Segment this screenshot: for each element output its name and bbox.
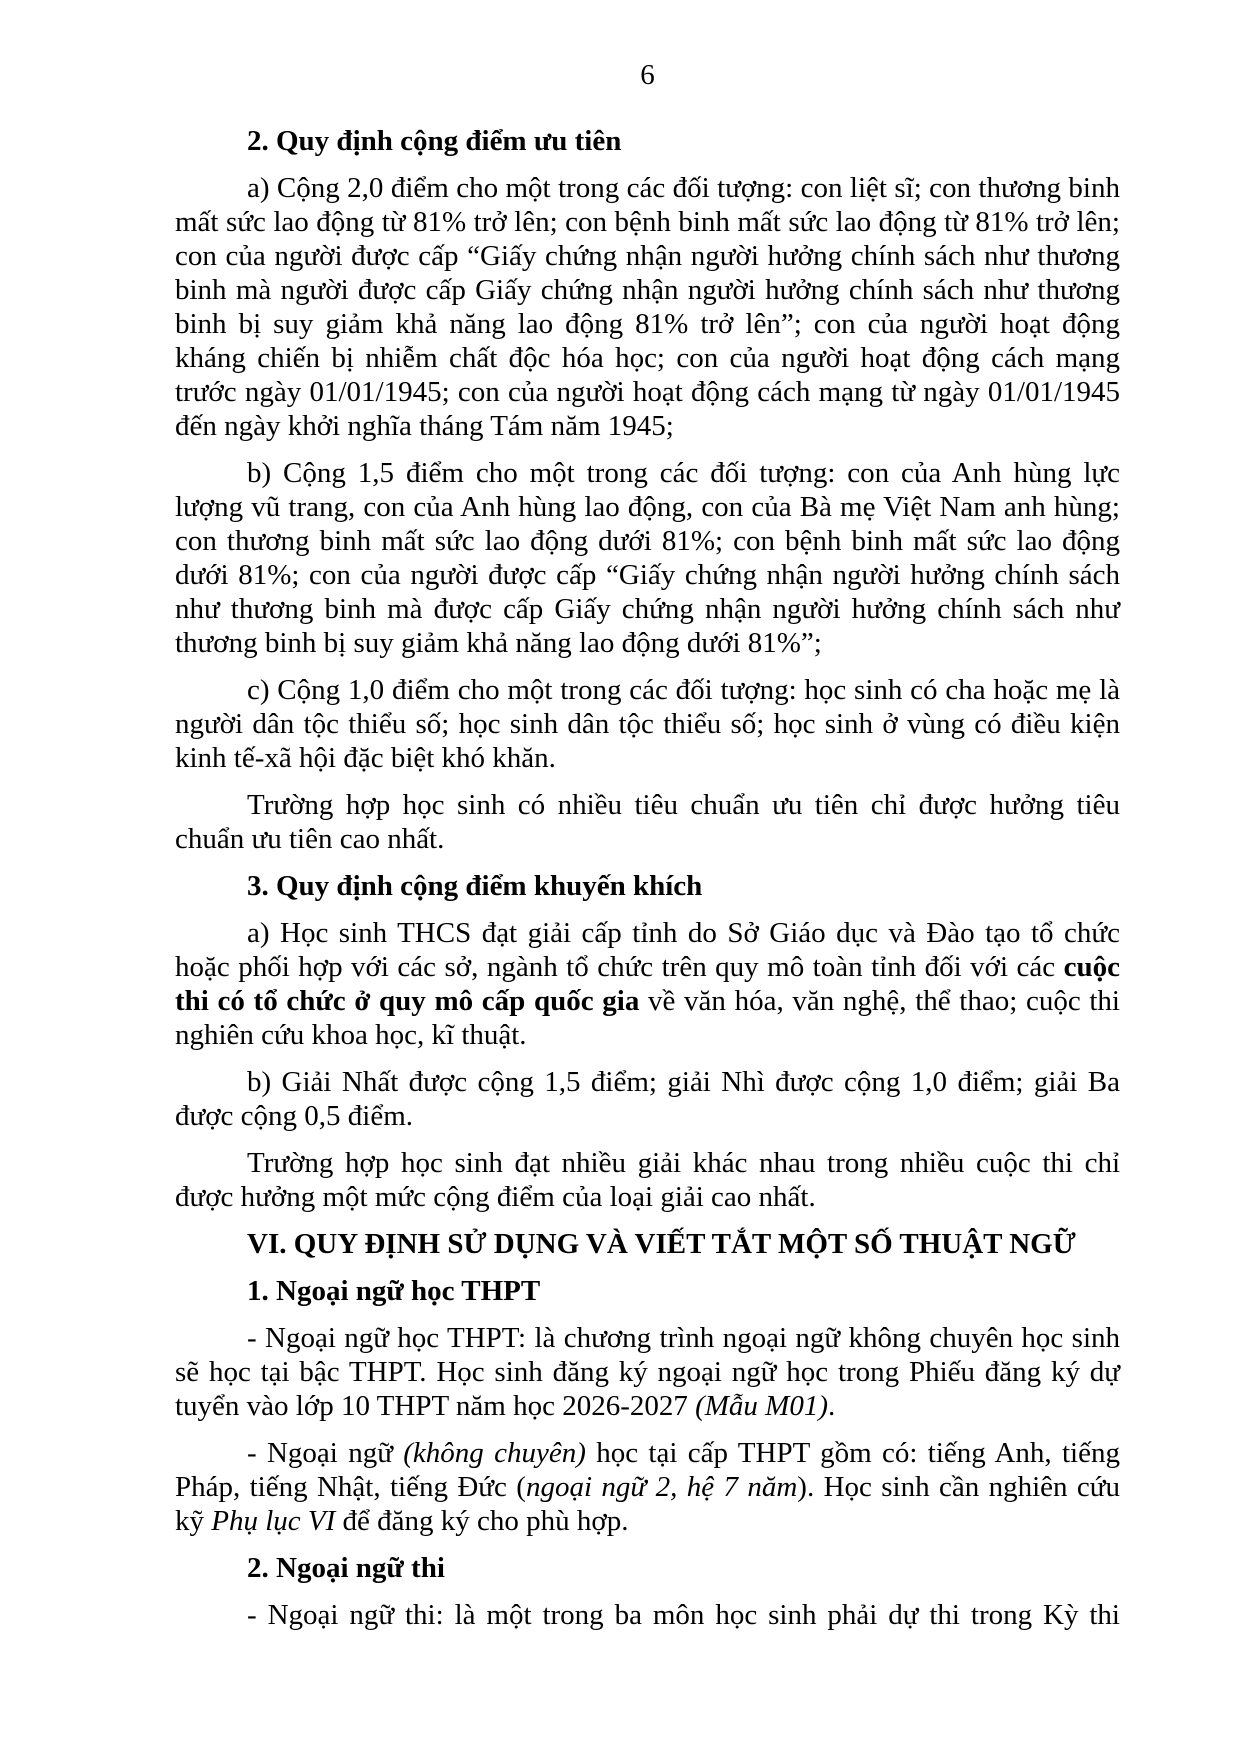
paragraph-incentive-a (175, 916, 1120, 1052)
paragraph-text: b) Cộng 1,5 điểm cho một trong các đối tượng: con của Anh hùng lực lượng vũ trang, con của Anh hùng lao động, con của Bà mẹ Việt Nam anh hùng; con thương binh mất sức lao động dưới 81%; con bệnh binh mất sức lao động dưới 81%; con của người được cấp “Giấy chứng nhận người hưởng chính sách như thương binh mà được cấp Giấy chứng nhận người hưởng chính sách như thương binh bị suy giảm khả năng lao động dưới 81%”; (175, 457, 1120, 659)
paragraph-text: a) Cộng 2,0 điểm cho một trong các đối tượng: con liệt sĩ; con thương binh mất sức lao động từ 81% trở lên; con bệnh binh mất sức lao động từ 81% trở lên; con của người được cấp “Giấy chứng nhận người hưởng chính sách như thương binh mà người được cấp Giấy chứng nhận người hưởng chính sách như thương binh bị suy giảm khả năng lao động 81% trở lên”; con của người hoạt động kháng chiến bị nhiễm chất độc hóa học; con của người hoạt động cách mạng trước ngày 01/01/1945; con của người hoạt động cách mạng từ ngày 01/01/1945 đến ngày khởi nghĩa tháng Tám năm 1945; (175, 172, 1120, 442)
section-heading-incentive-points (175, 869, 1120, 903)
paragraph-text: . (828, 1390, 836, 1422)
paragraph-italic-run: (Mẫu M01) (695, 1390, 828, 1422)
page-number: 6 (640, 59, 655, 91)
paragraph-foreign-language-options (175, 1436, 1120, 1538)
paragraph-bold-run: cuộc thi có tổ chức ở quy mô cấp quốc gia (175, 951, 1120, 1017)
heading-text: VI. QUY ĐỊNH SỬ DỤNG VÀ VIẾT TẮT MỘT SỐ THUẬT NGỮ (247, 1228, 1076, 1260)
paragraph-italic-run: (không chuyên) (403, 1437, 586, 1469)
paragraph-text: c) Cộng 1,0 điểm cho một trong các đối tượng: học sinh có cha hoặc mẹ là người dân tộc thiểu số; học sinh dân tộc thiểu số; học sinh ở vùng có điều kiện kinh tế-xã hội đặc biệt khó khăn. (175, 674, 1120, 774)
paragraph-incentive-note (175, 1146, 1120, 1214)
paragraph-foreign-language-study (175, 1321, 1120, 1423)
paragraph-foreign-language-exam (175, 1598, 1120, 1632)
section-heading-foreign-language-study (175, 1274, 1120, 1308)
paragraph-text: - Ngoại ngữ thi: là một trong ba môn học sinh phải dự thi trong Kỳ thi (247, 1599, 1120, 1631)
paragraph-text: - Ngoại ngữ học THPT: là chương trình ngoại ngữ không chuyên học sinh sẽ học tại bậc THPT. Học sinh đăng ký ngoại ngữ học trong Phiếu đăng ký dự tuyển vào lớp 10 THPT năm học 2026-2027 (175, 1322, 1120, 1422)
section-heading-foreign-language-exam (175, 1551, 1120, 1585)
paragraph-priority-b (175, 456, 1120, 660)
paragraph-text: - Ngoại ngữ (247, 1437, 404, 1469)
paragraph-text: Trường hợp học sinh đạt nhiều giải khác nhau trong nhiều cuộc thi chỉ được hưởng một mức cộng điểm của loại giải cao nhất. (175, 1147, 1120, 1213)
paragraph-text: a) Học sinh THCS đạt giải cấp tỉnh do Sở Giáo dục và Đào tạo tổ chức hoặc phối hợp với các sở, ngành tổ chức trên quy mô toàn tỉnh đối với các (175, 917, 1120, 983)
paragraph-text: ). Học sinh cần nghiên cứu kỹ (175, 1471, 1120, 1537)
heading-text: 1. Ngoại ngữ học THPT (247, 1275, 541, 1307)
paragraph-text: Trường hợp học sinh có nhiều tiêu chuẩn ưu tiên chỉ được hưởng tiêu chuẩn ưu tiên cao nhất. (175, 789, 1120, 855)
paragraph-text: b) Giải Nhất được cộng 1,5 điểm; giải Nhì được cộng 1,0 điểm; giải Ba được cộng 0,5 điểm. (175, 1066, 1120, 1132)
section-heading-priority-points (175, 124, 1120, 158)
paragraph-incentive-b (175, 1065, 1120, 1133)
paragraph-priority-a (175, 171, 1120, 443)
section-heading-terminology (175, 1227, 1120, 1261)
paragraph-text: học tại cấp THPT gồm có: tiếng Anh, tiếng Pháp, tiếng Nhật, tiếng Đức ( (175, 1437, 1120, 1503)
paragraph-priority-note (175, 788, 1120, 856)
heading-text: 2. Quy định cộng điểm ưu tiên (247, 125, 622, 157)
paragraph-text: về văn hóa, văn nghệ, thể thao; cuộc thi nghiên cứu khoa học, kĩ thuật. (175, 985, 1120, 1051)
heading-text: 2. Ngoại ngữ thi (247, 1552, 445, 1584)
paragraph-text: để đăng ký cho phù hợp. (335, 1505, 629, 1537)
paragraph-italic-run: Phụ lục VI (211, 1505, 336, 1537)
heading-text: 3. Quy định cộng điểm khuyến khích (247, 870, 703, 902)
paragraph-priority-c (175, 673, 1120, 775)
paragraph-italic-run: ngoại ngữ 2, hệ 7 năm (525, 1471, 798, 1503)
